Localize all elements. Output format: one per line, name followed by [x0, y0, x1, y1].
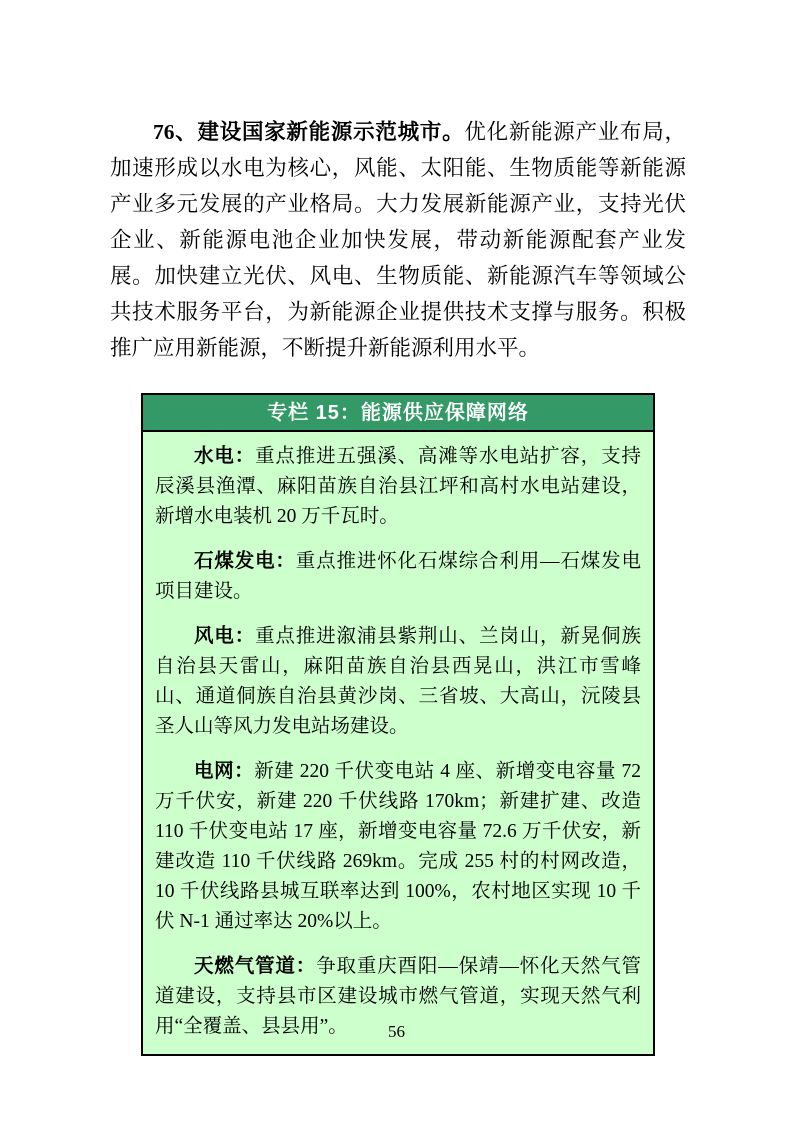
box-term-power-grid: 电网： [194, 760, 255, 782]
page-number: 56 [388, 1022, 405, 1041]
box-paragraph-stone-coal-power [155, 546, 641, 607]
feature-box-energy-network [141, 393, 655, 1056]
feature-box-title: 专栏 15：能源供应保障网络 [143, 395, 653, 432]
box-text-stone-coal-power: 重点推进怀化石煤综合利用—石煤发电项目建设。 [155, 551, 641, 602]
box-text-gas-pipeline: 争取重庆酉阳—保靖—怀化天然气管道建设，支持县市区建设城市燃气管道，实现天然气利用“全覆盖、县县用”。 [155, 956, 641, 1037]
box-text-hydropower: 重点推进五强溪、高滩等水电站扩容，支持辰溪县渔潭、麻阳苗族自治县江坪和高村水电站建设，新增水电装机 20 万千瓦时。 [155, 446, 641, 527]
page-content [110, 114, 686, 1056]
box-text-wind-power: 重点推进溆浦县紫荆山、兰岗山，新晃侗族自治县天雷山，麻阳苗族自治县西晃山，洪江市雪峰山、通道侗族自治县黄沙岗、三省坡、大高山，沅陵县圣人山等风力发电站场建设。 [155, 626, 641, 737]
numbered-paragraph-76 [110, 114, 686, 366]
box-term-gas-pipeline: 天燃气管道： [194, 955, 317, 977]
paragraph-lead-heading: 76、建设国家新能源示范城市。 [153, 120, 465, 144]
box-term-stone-coal-power: 石煤发电： [194, 550, 296, 572]
box-paragraph-hydropower [155, 441, 641, 532]
paragraph-body-text: 优化新能源产业布局，加速形成以水电为核心，风能、太阳能、生物质能等新能源产业多元发展的产业格局。大力发展新能源产业，支持光伏企业、新能源电池企业加快发展，带动新能源配套产业发展。加快建立光伏、风电、生物质能、新能源汽车等领域公共技术服务平台，为新能源企业提供技术支撑与服务。积极推广应用新能源，不断提升新能源利用水平。 [110, 120, 686, 360]
box-text-power-grid: 新建 220 千伏变电站 4 座、新增变电容量 72 万千伏安，新建 220 千伏线路 170km；新建扩建、改造 110 千伏变电站 17 座，新增变电容量 72.6 万千伏安，新建改造 110 千伏线路 269km。完成 255 村的村网改造，10 千伏线路县城互联率达到 100%，农村地区实现 10 千伏 N-1 通过率达 20%以上。 [155, 761, 641, 932]
box-paragraph-power-grid [155, 756, 641, 937]
box-paragraph-wind-power [155, 621, 641, 742]
feature-box-body [143, 432, 653, 1054]
box-term-hydropower: 水电： [194, 445, 256, 467]
box-term-wind-power: 风电： [194, 625, 256, 647]
